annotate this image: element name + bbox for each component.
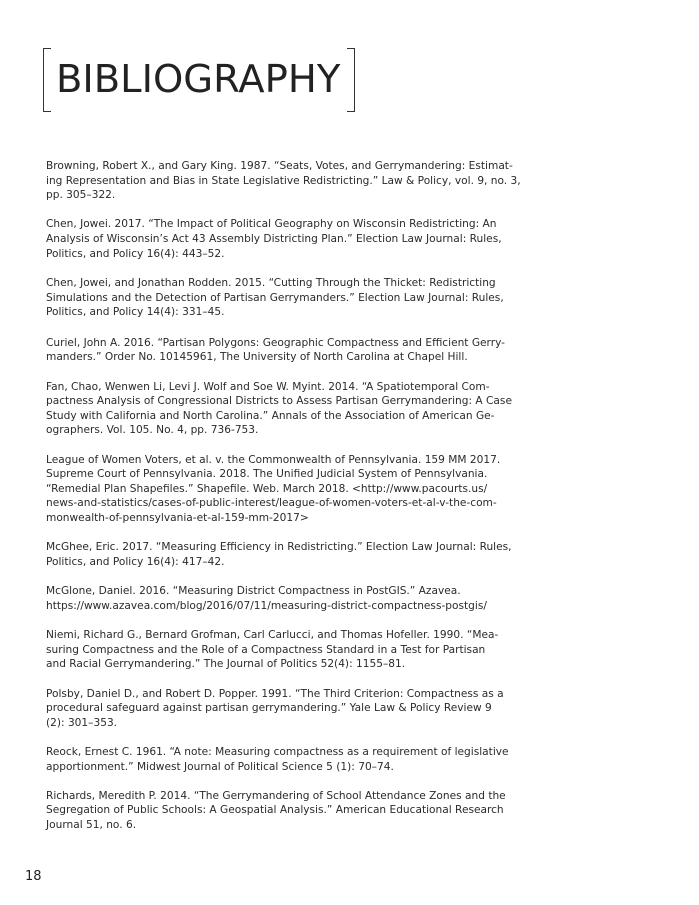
reference-line: procedural safeguard against partisan gerrymandering.” Yale Law & Policy Review 9 xyxy=(46,702,492,715)
reference-line: Polsby, Daniel D., and Robert D. Popper. 1991. “The Third Criterion: Compactness as a xyxy=(46,687,504,700)
reference-entry xyxy=(46,336,536,365)
reference-line: Fan, Chao, Wenwen Li, Levi J. Wolf and Soe W. Myint. 2014. “A Spatiotemporal Com- xyxy=(46,380,490,393)
reference-entry xyxy=(46,745,536,774)
reference-entry xyxy=(46,380,536,438)
reference-entry xyxy=(46,540,536,569)
reference-entry xyxy=(46,276,536,320)
reference-line: Journal 51, no. 6. xyxy=(46,819,137,832)
reference-line: McGlone, Daniel. 2016. “Measuring District Compactness in PostGIS.” Azavea. xyxy=(46,585,461,598)
reference-line: ing Representation and Bias in State Legislative Redistricting.” Law & Policy, vol. 9, no. 3, xyxy=(46,174,521,187)
reference-line: pactness Analysis of Congressional Districts to Assess Partisan Gerrymandering: A Case xyxy=(46,395,512,408)
reference-line: Segregation of Public Schools: A Geospatial Analysis.” American Educational Research xyxy=(46,804,504,817)
reference-line: Niemi, Richard G., Bernard Grofman, Carl Carlucci, and Thomas Hofeller. 1990. “Mea- xyxy=(46,629,499,642)
reference-entry xyxy=(46,159,536,203)
reference-line: and Racial Gerrymandering.” The Journal of Politics 52(4): 1155–81. xyxy=(46,658,406,671)
reference-line: monwealth-of-pennsylvania-et-al-159-mm-2017> xyxy=(46,512,309,525)
reference-line: suring Compactness and the Role of a Compactness Standard in a Test for Partisan xyxy=(46,643,486,656)
reference-entry xyxy=(46,453,536,526)
page-title: BIBLIOGRAPHY xyxy=(56,57,341,102)
reference-line: Politics, and Policy 16(4): 417–42. xyxy=(46,555,225,568)
reference-line: (2): 301–353. xyxy=(46,716,118,729)
reference-entry xyxy=(46,217,536,261)
reference-line: Browning, Robert X., and Gary King. 1987. “Seats, Votes, and Gerrymandering: Estimat- xyxy=(46,160,513,172)
page-title-block xyxy=(43,48,355,112)
right-bracket xyxy=(347,48,355,112)
reference-line: Reock, Ernest C. 1961. “A note: Measuring compactness as a requirement of legislative xyxy=(46,746,509,758)
reference-line: apportionment.” Midwest Journal of Political Science 5 (1): 70–74. xyxy=(46,760,394,773)
reference-line: pp. 305–322. xyxy=(46,189,116,202)
reference-line: League of Women Voters, et al. v. the Commonwealth of Pennsylvania. 159 MM 2017. xyxy=(46,453,501,466)
reference-line: news-and-statistics/cases-of-public-interest/league-of-women-voters-et-al-v-the-com- xyxy=(46,497,497,510)
reference-line: Chen, Jowei. 2017. “The Impact of Political Geography on Wisconsin Redistricting: An xyxy=(46,218,497,231)
reference-line: Supreme Court of Pennsylvania. 2018. The Unified Judicial System of Pennsylvania. xyxy=(46,468,488,481)
reference-line: Politics, and Policy 14(4): 331–45. xyxy=(46,306,225,319)
reference-line: Chen, Jowei, and Jonathan Rodden. 2015. “Cutting Through the Thicket: Redistricting xyxy=(46,276,496,289)
reference-line: Curiel, John A. 2016. “Partisan Polygons: Geographic Compactness and Efficient Gerry- xyxy=(46,336,505,349)
reference-line: Richards, Meredith P. 2014. “The Gerrymandering of School Attendance Zones and the xyxy=(46,789,506,802)
reference-line: McGhee, Eric. 2017. “Measuring Efficiency in Redistricting.” Election Law Journal: Rules, xyxy=(46,541,512,554)
reference-line: Politics, and Policy 16(4): 443–52. xyxy=(46,247,225,260)
reference-entry xyxy=(46,789,536,833)
reference-line: Analysis of Wisconsin’s Act 43 Assembly Districting Plan.” Election Law Journal: Rules, xyxy=(46,233,502,246)
reference-entry xyxy=(46,628,536,672)
reference-entry xyxy=(46,584,536,613)
reference-line: Study with California and North Carolina.” Annals of the Association of American Ge- xyxy=(46,409,495,422)
reference-line: manders.” Order No. 10145961, The University of North Carolina at Chapel Hill. xyxy=(46,351,468,364)
reference-line: ographers. Vol. 105. No. 4, pp. 736-753. xyxy=(46,424,259,437)
reference-line: https://www.azavea.com/blog/2016/07/11/measuring-district-compactness-postgis/ xyxy=(46,599,487,612)
left-bracket xyxy=(43,48,51,112)
reference-line: Simulations and the Detection of Partisan Gerrymanders.” Election Law Journal: Rules, xyxy=(46,291,504,304)
reference-entry xyxy=(46,687,536,731)
reference-line: “Remedial Plan Shapefiles.” Shapefile. Web. March 2018. <http://www.pacourts.us/ xyxy=(46,482,488,495)
page-number: 18 xyxy=(25,869,42,884)
reference-list xyxy=(46,159,536,847)
